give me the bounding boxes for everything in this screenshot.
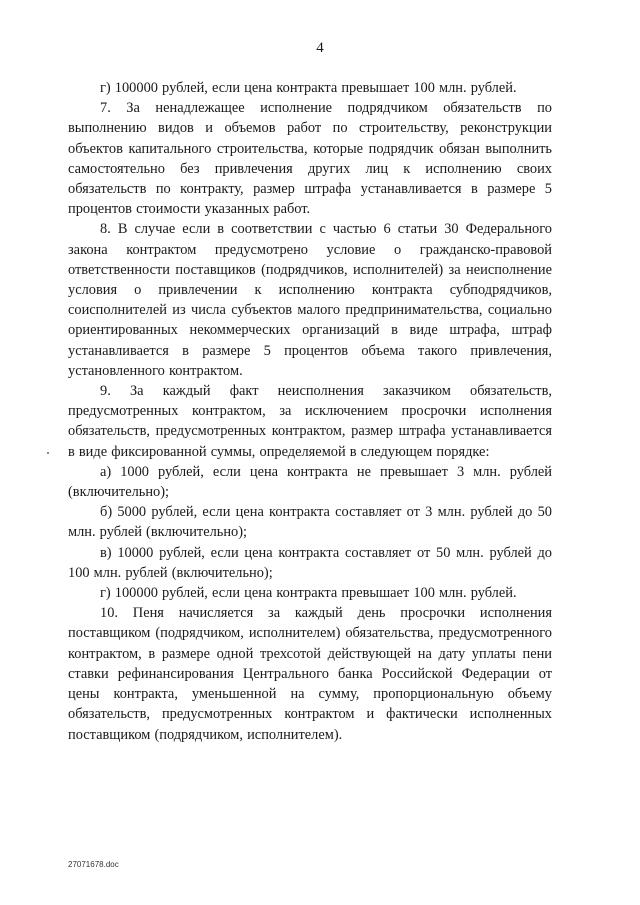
paragraph-item-a: а) 1000 рублей, если цена контракта не превышает 3 млн. рублей (включительно); [68,463,552,501]
footer-filename: 27071678.doc [68,860,119,869]
paragraph-item-b: б) 5000 рублей, если цена контракта составляет от 3 млн. рублей до 50 млн. рублей (включительно); [68,504,552,541]
document-body [68,78,552,745]
paragraph-item-g: г) 100000 рублей, если цена контракта превышает 100 млн. рублей. [100,585,517,602]
paragraph-item-v: в) 10000 рублей, если цена контракта составляет от 50 млн. рублей до 100 млн. рублей (включительно); [68,544,552,581]
paragraph-9: 9. За каждый факт неисполнения заказчиком обязательств, предусмотренных контрактом, за исключением просрочки исполнения обязательств, предусмотренных контрактом, размер штрафа устанавливается в виде фиксированной суммы, определяемой в следующем порядке: [68,383,552,460]
scan-speck [47,452,49,454]
paragraph-item-g-first: г) 100000 рублей, если цена контракта превышает 100 млн. рублей. [100,80,517,96]
paragraph-8: 8. В случае если в соответствии с частью 6 статьи 30 Федерального закона контрактом предусмотрено условие о гражданско-правовой ответственности поставщиков (подрядчиков, исполнителей) за неисполнение условия о привлечении к исполнению контракта субподрядчиков, соисполнителей из числа субъектов малого предпринимательства, социально ориентированных некоммерческих организаций в виде штрафа, штраф устанавливается в размере 5 процентов объема такого привлечения, установленного контрактом. [68,221,552,379]
page-number: 4 [316,40,324,56]
paragraph-10: 10. Пеня начисляется за каждый день просрочки исполнения поставщиком (подрядчиком, исполнителем) обязательства, предусмотренного контрактом, в размере одной трехсотой действующей на дату уплаты пени ставки рефинансирования Центрального банка Российской Федерации от цены контракта, уменьшенной на сумму, пропорциональную объему обязательств, предусмотренных контрактом и фактически исполненных поставщиком (подрядчиком, исполнителем). [68,605,552,743]
paragraph-7: 7. За ненадлежащее исполнение подрядчиком обязательств по выполнению видов и объемов работ по строительству, реконструкции объектов капитального строительства, которые подрядчик обязан выполнить самостоятельно без привлечения других лиц к исполнению своих обязательств по контракту, размер штрафа устанавливается в размере 5 процентов стоимости указанных работ. [68,100,552,218]
